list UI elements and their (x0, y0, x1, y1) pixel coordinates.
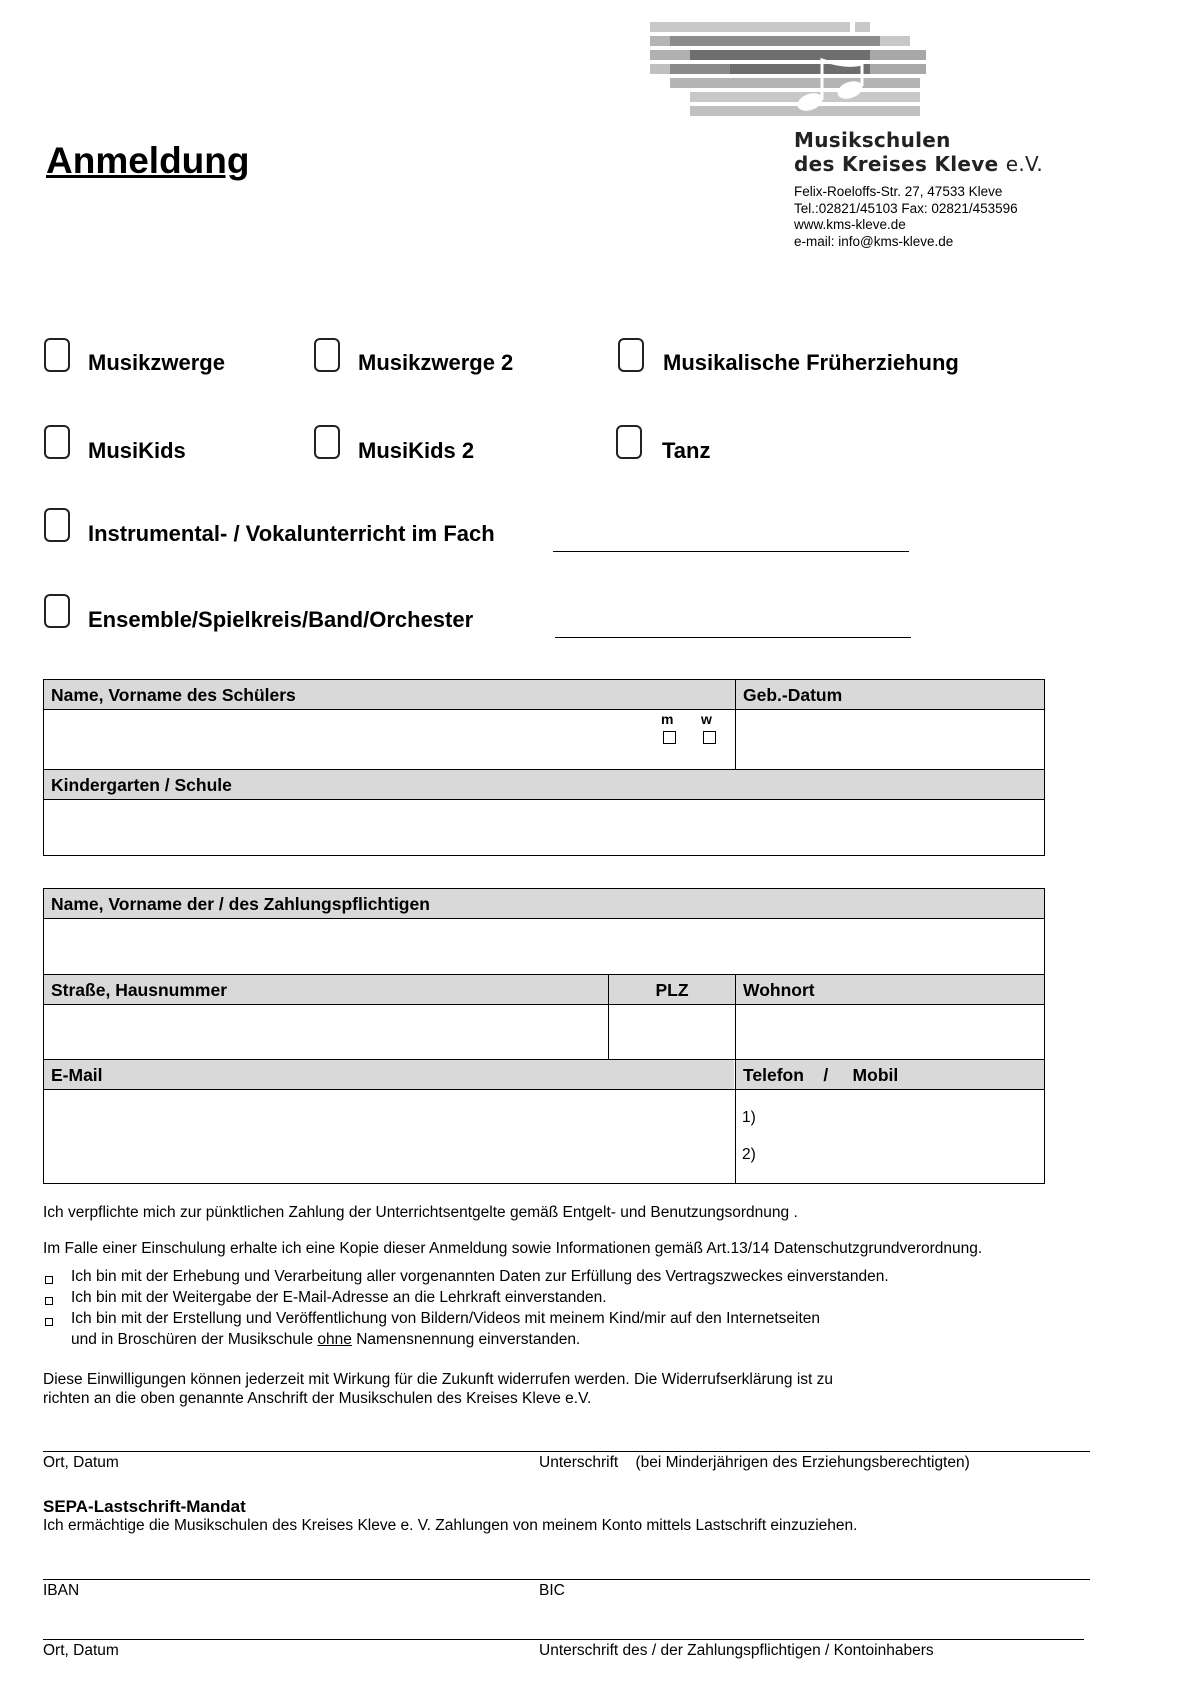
payer-name-field[interactable] (44, 919, 1044, 973)
checkbox-frueherziehung[interactable] (618, 338, 644, 372)
phone-2-field[interactable] (770, 1137, 1040, 1171)
plz-header: PLZ (609, 975, 735, 1004)
gender-w-checkbox[interactable] (703, 731, 716, 744)
divider (608, 974, 609, 1060)
place-date-label: Ort, Datum (43, 1454, 119, 1471)
label-musikids-2: MusiKids 2 (358, 438, 475, 463)
sepa-title: SEPA-Lastschrift-Mandat (43, 1497, 246, 1516)
checkbox-instrumental[interactable] (44, 508, 70, 542)
ensemble-name-line[interactable] (555, 637, 911, 638)
revocation-text-line1: Diese Einwilligungen können jederzeit mit Wirkung für die Zukunft widerrufen werden. Die Widerrufserklärung ist zu (43, 1371, 833, 1388)
sepa-text: Ich ermächtige die Musikschulen des Kreises Kleve e. V. Zahlungen von meinem Konto mittels Lastschrift einzuziehen. (43, 1517, 858, 1534)
email-header: E-Mail (44, 1060, 734, 1089)
consent-2-text: Ich bin mit der Weitergabe der E-Mail-Adresse an die Lehrkraft einverstanden. (71, 1289, 607, 1306)
consent-3-text-post: Namensnennung einverstanden. (351, 1331, 581, 1348)
label-frueherziehung: Musikalische Früherziehung (663, 350, 959, 375)
revocation-text-line2: richten an die oben genannte Anschrift der Musikschulen des Kreises Kleve e.V. (43, 1390, 592, 1407)
org-name-line2: des Kreises Kleve (794, 152, 999, 176)
plz-field[interactable] (610, 1005, 734, 1059)
checkbox-ensemble[interactable] (44, 594, 70, 628)
consent-3-text-line2 (71, 1330, 580, 1349)
sepa-place-date-label: Ort, Datum (43, 1642, 119, 1659)
gender-m-checkbox[interactable] (663, 731, 676, 744)
gender-m-label: m (661, 711, 674, 727)
email-field[interactable] (44, 1090, 734, 1182)
consent-3-text-underlined: ohne (317, 1331, 352, 1348)
consent-3-text-line1: Ich bin mit der Erstellung und Veröffentlichung von Bildern/Videos mit meinem Kind/mir auf den Internetseiten (71, 1310, 821, 1327)
payer-name-header: Name, Vorname der / des Zahlungspflichtigen (44, 889, 1044, 918)
city-field[interactable] (737, 1005, 1044, 1059)
school-field[interactable] (44, 800, 1044, 855)
org-phone: Tel.:02821/45103 Fax: 02821/453596 (794, 200, 1018, 216)
label-musikids: MusiKids (88, 438, 186, 463)
street-header: Straße, Hausnummer (44, 975, 608, 1004)
signature-label: Unterschrift (bei Minderjährigen des Erziehungsberechtigten) (539, 1454, 970, 1471)
city-header: Wohnort (736, 975, 1044, 1004)
copy-info-text: Im Falle einer Einschulung erhalte ich eine Kopie dieser Anmeldung sowie Informationen gemäß Art.13/14 Datenschutzgrundverordnung. (43, 1240, 983, 1257)
org-name-line1: Musikschulen (794, 128, 951, 152)
checkbox-musikzwerge-2[interactable] (314, 338, 340, 372)
dob-header: Geb.-Datum (736, 680, 1044, 709)
signature-line[interactable] (43, 1451, 1090, 1452)
checkbox-musikids-2[interactable] (314, 425, 340, 459)
phone-2-label: 2) (742, 1146, 756, 1163)
sepa-signature-label: Unterschrift des / der Zahlungspflichtigen / Kontoinhabers (539, 1642, 934, 1659)
org-email: e-mail: info@kms-kleve.de (794, 233, 954, 249)
org-suffix: e.V. (1005, 152, 1044, 176)
consent-3-text-pre: und in Broschüren der Musikschule (71, 1331, 318, 1348)
label-ensemble: Ensemble/Spielkreis/Band/Orchester (88, 607, 474, 632)
org-name (794, 128, 1043, 176)
consent-3-checkbox[interactable] (45, 1318, 53, 1326)
iban-label: IBAN (43, 1582, 80, 1599)
label-musikzwerge-2: Musikzwerge 2 (358, 350, 514, 375)
school-header: Kindergarten / Schule (44, 770, 1044, 799)
checkbox-tanz[interactable] (616, 425, 642, 459)
iban-bic-line[interactable] (43, 1579, 1090, 1580)
bic-label: BIC (539, 1582, 565, 1599)
label-tanz: Tanz (662, 438, 711, 463)
page-title: Anmeldung (46, 140, 250, 181)
dob-field[interactable] (737, 710, 1044, 769)
phone-1-label: 1) (742, 1109, 756, 1126)
student-name-field[interactable] (44, 710, 734, 769)
consent-1-checkbox[interactable] (45, 1276, 53, 1284)
label-musikzwerge: Musikzwerge (88, 350, 225, 375)
divider (735, 679, 736, 770)
consent-2-checkbox[interactable] (45, 1297, 53, 1305)
street-field[interactable] (44, 1005, 607, 1059)
label-instrumental: Instrumental- / Vokalunterricht im Fach (88, 521, 495, 546)
checkbox-musikzwerge[interactable] (44, 338, 70, 372)
gender-w-label: w (701, 711, 712, 727)
org-address: Felix-Roeloffs-Str. 27, 47533 Kleve (794, 184, 1003, 199)
org-contact (794, 184, 1018, 250)
student-name-header: Name, Vorname des Schülers (44, 680, 735, 709)
instrument-subject-line[interactable] (553, 551, 909, 552)
org-website: www.kms-kleve.de (794, 217, 906, 232)
music-school-logo (650, 20, 930, 120)
payment-obligation-text: Ich verpflichte mich zur pünktlichen Zahlung der Unterrichtsentgelte gemäß Entgelt- und Benutzungsordnung . (43, 1204, 798, 1221)
phone-header: Telefon / Mobil (736, 1060, 1044, 1089)
checkbox-musikids[interactable] (44, 425, 70, 459)
phone-1-field[interactable] (770, 1100, 1040, 1134)
sepa-signature-line[interactable] (43, 1639, 1084, 1640)
consent-1-text: Ich bin mit der Erhebung und Verarbeitung aller vorgenannten Daten zur Erfüllung des Vertragszweckes einverstanden. (71, 1268, 889, 1285)
